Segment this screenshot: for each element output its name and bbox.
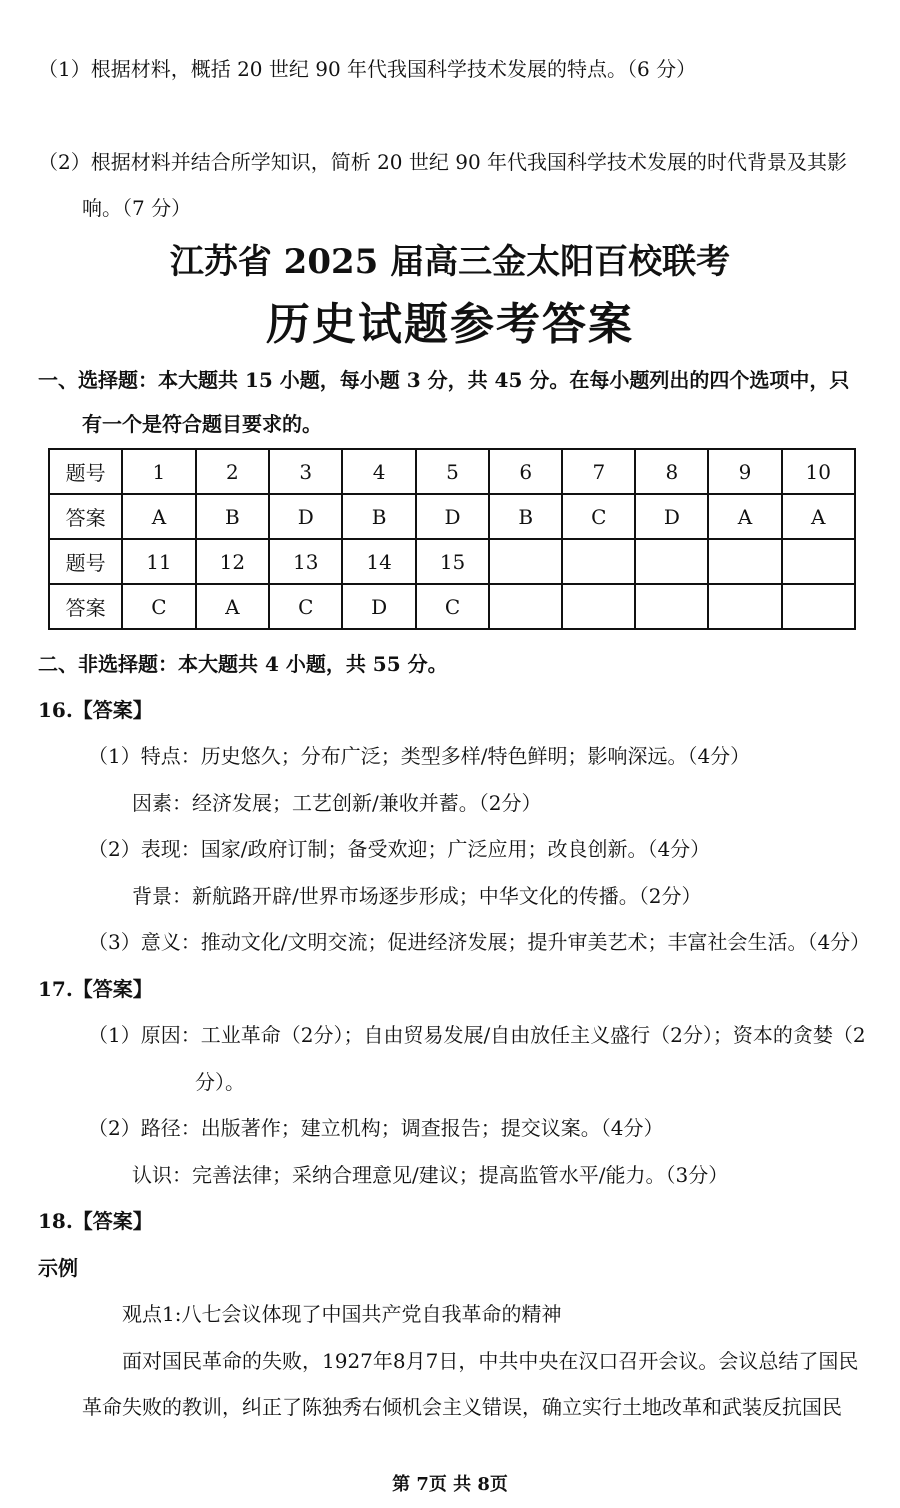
- table-row: [49, 449, 855, 494]
- q18-viewpoint: 观点1:八七会议体现了中国共产党自我革命的精神: [122, 1302, 562, 1326]
- table-cell: [562, 584, 635, 629]
- table-cell: 4: [342, 449, 415, 494]
- table-cell: A: [122, 494, 195, 539]
- q17-line2: 分）。: [195, 1070, 245, 1094]
- answer-table: [48, 448, 856, 630]
- table-cell: [635, 584, 708, 629]
- table-cell: [782, 539, 856, 584]
- question-2-line1: （2）根据材料并结合所学知识，简析 20 世纪 90 年代我国科学技术发展的时代背景及其影: [38, 150, 848, 174]
- table-row: [49, 494, 855, 539]
- table-cell: [708, 539, 781, 584]
- q17-line1: （1）原因：工业革命（2分）；自由贸易发展/自由放任主义盛行（2分）；资本的贪婪（2: [88, 1023, 866, 1047]
- table-cell: [562, 539, 635, 584]
- q17-line4: 认识：完善法律；采纳合理意见/建议；提高监管水平/能力。（3分）: [132, 1163, 729, 1187]
- q18-paragraph-line2: 革命失败的教训，纠正了陈独秀右倾机会主义错误，确立实行土地改革和武装反抗国民: [82, 1395, 842, 1419]
- q16-line4: 背景：新航路开辟/世界市场逐步形成；中华文化的传播。（2分）: [132, 884, 702, 908]
- table-cell: D: [342, 584, 415, 629]
- table-cell: 14: [342, 539, 415, 584]
- table-cell: D: [269, 494, 342, 539]
- table-cell: 9: [708, 449, 781, 494]
- question-2-line2: 响。（7 分）: [82, 196, 192, 220]
- table-cell: 15: [416, 539, 489, 584]
- q16-line3: （2）表现：国家/政府订制；备受欢迎；广泛应用；改良创新。（4分）: [88, 837, 711, 861]
- table-row: [49, 539, 855, 584]
- table-cell: D: [416, 494, 489, 539]
- q16-line2: 因素：经济发展；工艺创新/兼收并蓄。（2分）: [132, 791, 542, 815]
- question-1: （1）根据材料，概括 20 世纪 90 年代我国科学技术发展的特点。（6 分）: [38, 57, 697, 81]
- table-cell: A: [782, 494, 856, 539]
- table-cell: [489, 539, 562, 584]
- q16-line5: （3）意义：推动文化/文明交流；促进经济发展；提升审美艺术；丰富社会生活。（4分）: [88, 930, 871, 954]
- table-row-header: 题号: [49, 539, 122, 584]
- table-cell: 8: [635, 449, 708, 494]
- table-cell: [635, 539, 708, 584]
- table-cell: 6: [489, 449, 562, 494]
- table-cell: [782, 584, 856, 629]
- exam-title: 江苏省 2025 届高三金太阳百校联考: [169, 242, 731, 282]
- q18-heading: 18.【答案】: [38, 1209, 153, 1233]
- table-cell: C: [562, 494, 635, 539]
- table-cell: 11: [122, 539, 195, 584]
- table-cell: 12: [196, 539, 269, 584]
- table-cell: C: [416, 584, 489, 629]
- table-row-header: 题号: [49, 449, 122, 494]
- table-cell: A: [708, 494, 781, 539]
- q17-line3: （2）路径：出版著作；建立机构；调查报告；提交议案。（4分）: [88, 1116, 664, 1140]
- table-row-header: 答案: [49, 494, 122, 539]
- table-cell: [489, 584, 562, 629]
- table-cell: 5: [416, 449, 489, 494]
- q18-example-label: 示例: [38, 1256, 78, 1280]
- table-cell: C: [269, 584, 342, 629]
- section1-heading-line1: 一、选择题：本大题共 15 小题，每小题 3 分，共 45 分。在每小题列出的四个选项中，只: [38, 368, 850, 392]
- page-footer: 第 7页 共 8页: [392, 1474, 508, 1495]
- table-cell: A: [196, 584, 269, 629]
- answer-title: 历史试题参考答案: [266, 299, 634, 350]
- table-cell: 13: [269, 539, 342, 584]
- q16-line1: （1）特点：历史悠久；分布广泛；类型多样/特色鲜明；影响深远。（4分）: [88, 744, 751, 768]
- table-cell: [708, 584, 781, 629]
- table-row: [49, 584, 855, 629]
- table-cell: 2: [196, 449, 269, 494]
- table-row-header: 答案: [49, 584, 122, 629]
- table-cell: 3: [269, 449, 342, 494]
- q18-paragraph-line1: 面对国民革命的失败，1927年8月7日，中共中央在汉口召开会议。会议总结了国民: [122, 1349, 859, 1373]
- table-cell: B: [342, 494, 415, 539]
- table-cell: 1: [122, 449, 195, 494]
- table-cell: C: [122, 584, 195, 629]
- table-cell: B: [489, 494, 562, 539]
- section1-heading-line2: 有一个是符合题目要求的。: [82, 412, 322, 436]
- q17-heading: 17.【答案】: [38, 977, 153, 1001]
- q16-heading: 16.【答案】: [38, 698, 153, 722]
- table-cell: 7: [562, 449, 635, 494]
- section2-heading: 二、非选择题：本大题共 4 小题，共 55 分。: [38, 652, 448, 676]
- table-cell: B: [196, 494, 269, 539]
- table-cell: D: [635, 494, 708, 539]
- table-cell: 10: [782, 449, 856, 494]
